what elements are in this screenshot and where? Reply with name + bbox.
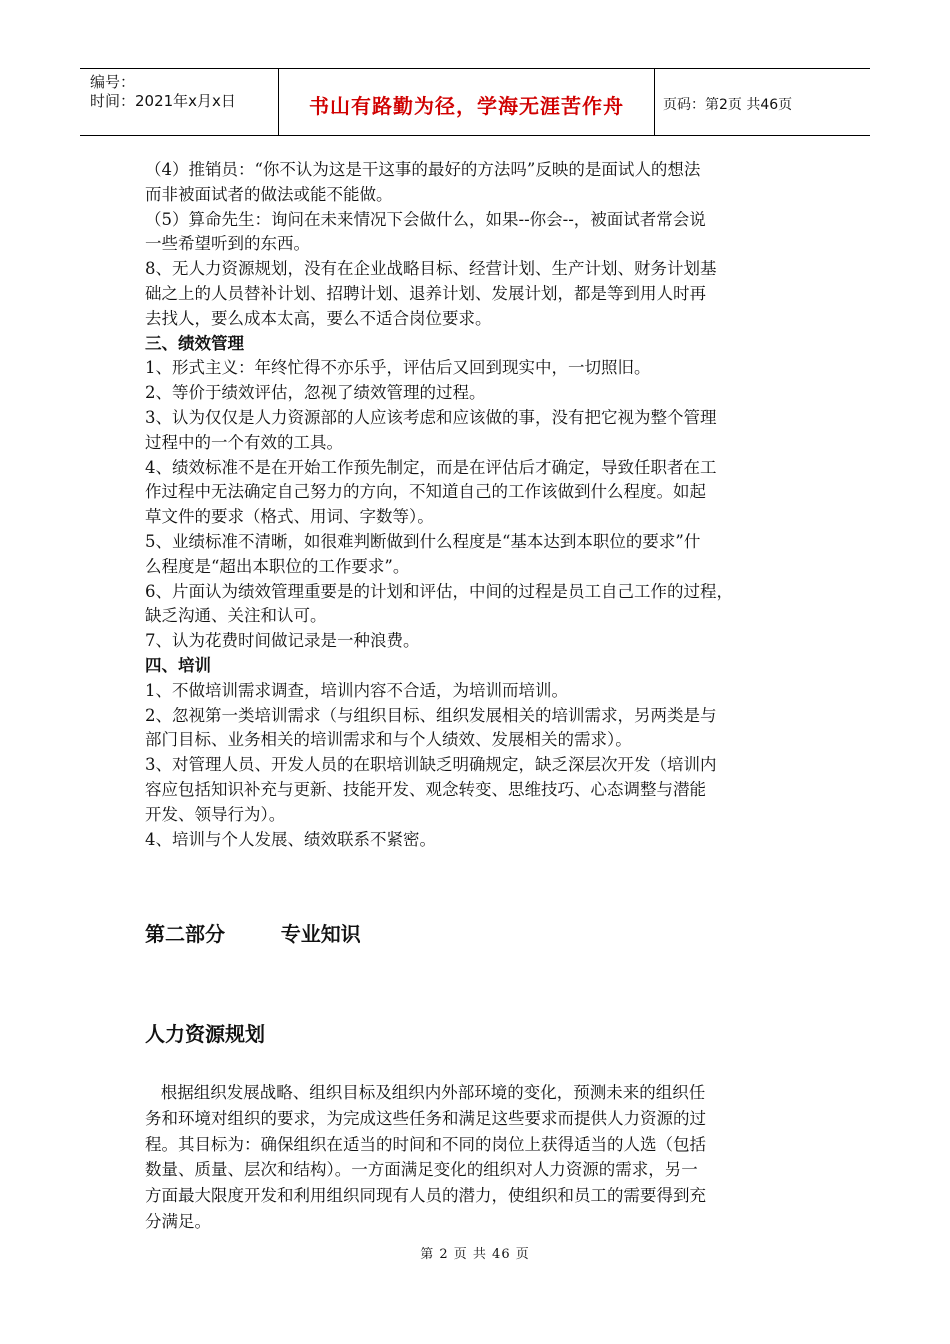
header-meta: [80, 69, 278, 135]
text-line: 1、形式主义：年终忙得不亦乐乎，评估后又回到现实中，一切照旧。: [145, 358, 651, 378]
section-title: 三、绩效管理: [145, 333, 244, 353]
text-line: 容应包括知识补充与更新、技能开发、观念转变、思维技巧、心态调整与潜能: [145, 779, 706, 799]
intro-line: 分满足。: [145, 1211, 211, 1231]
text-line: 么程度是“超出本职位的工作要求”。: [145, 556, 410, 576]
header-motto-cell: [278, 69, 655, 135]
text-line: （5）算命先生：询问在未来情况下会做什么，如果--你会--，被面试者常会说: [145, 209, 706, 229]
intro-line: 数量、质量、层次和结构）。一方面满足变化的组织对人力资源的需求，另一: [145, 1160, 698, 1180]
section-title: 四、培训: [145, 655, 211, 675]
page-footer: 第 2 页 共 46 页: [420, 1247, 530, 1262]
header-page-cell: [655, 69, 870, 135]
doc-time-label: 时间：2021年x月x日: [90, 92, 236, 110]
document-body: [145, 158, 825, 852]
text-line: 4、培训与个人发展、绩效联系不紧密。: [145, 829, 436, 849]
text-line: 6、片面认为绩效管理重要是的计划和评估，中间的过程是员工自己工作的过程，: [145, 581, 733, 601]
intro-line: 方面最大限度开发和利用组织同现有人员的潜力，使组织和员工的需要得到充: [145, 1186, 706, 1206]
text-line: 4、绩效标准不是在开始工作预先制定，而是在评估后才确定，导致任职者在工: [145, 457, 717, 477]
doc-code-label: 编号：: [90, 73, 136, 91]
text-line: 3、对管理人员、开发人员的在职培训缺乏明确规定，缺乏深层次开发（培训内: [145, 755, 717, 775]
text-line: 7、认为花费时间做记录是一种浪费。: [145, 631, 420, 651]
text-line: 而非被面试者的做法或能不能做。: [145, 184, 393, 204]
intro-paragraph: [145, 1080, 825, 1235]
text-line: 1、不做培训需求调查，培训内容不合适，为培训而培训。: [145, 680, 568, 700]
text-line: 缺乏沟通、关注和认可。: [145, 606, 327, 626]
text-line: （4）推销员：“你不认为这是干这事的最好的方法吗”反映的是面试人的想法: [145, 160, 701, 179]
page-header: [80, 68, 870, 136]
text-line: 8、无人力资源规划，没有在企业战略目标、经营计划、生产计划、财务计划基: [145, 259, 717, 279]
text-line: 草文件的要求（格式、用词、字数等）。: [145, 507, 434, 527]
intro-line: 根据组织发展战略、组织目标及组织内外部环境的变化，预测未来的组织任: [145, 1083, 706, 1102]
intro-line: 务和环境对组织的要求，为完成这些任务和满足这些要求而提供人力资源的过: [145, 1108, 706, 1128]
text-line: 2、等价于绩效评估，忽视了绩效管理的过程。: [145, 383, 486, 403]
text-line: 去找人，要么成本太高，要么不适合岗位要求。: [145, 308, 492, 328]
text-line: 部门目标、业务相关的培训需求和与个人绩效、发展相关的需求）。: [145, 730, 632, 750]
text-line: 础之上的人员替补计划、招聘计划、退养计划、发展计划，都是等到用人时再: [145, 283, 706, 303]
section-heading: 人力资源规划: [145, 1022, 265, 1046]
text-line: 5、业绩标准不清晰，如很难判断做到什么程度是“基本达到本职位的要求”什: [145, 531, 701, 551]
header-page-number: 页码：第2页 共46页: [663, 97, 793, 113]
text-line: 开发、领导行为）。: [145, 804, 286, 824]
intro-line: 程。其目标为：确保组织在适当的时间和不同的岗位上获得适当的人选（包括: [145, 1134, 706, 1154]
text-line: 作过程中无法确定自己努力的方向，不知道自己的工作该做到什么程度。如起: [145, 482, 706, 502]
header-motto: 书山有路勤为径，学海无涯苦作舟: [309, 93, 624, 118]
text-line: 2、忽视第一类培训需求（与组织目标、组织发展相关的培训需求，另两类是与: [145, 705, 717, 725]
text-line: 过程中的一个有效的工具。: [145, 432, 343, 452]
text-line: 一些希望听到的东西。: [145, 234, 310, 254]
text-line: 3、认为仅仅是人力资源部的人应该考虑和应该做的事，没有把它视为整个管理: [145, 407, 717, 427]
part-heading: 第二部分 专业知识: [145, 922, 361, 946]
